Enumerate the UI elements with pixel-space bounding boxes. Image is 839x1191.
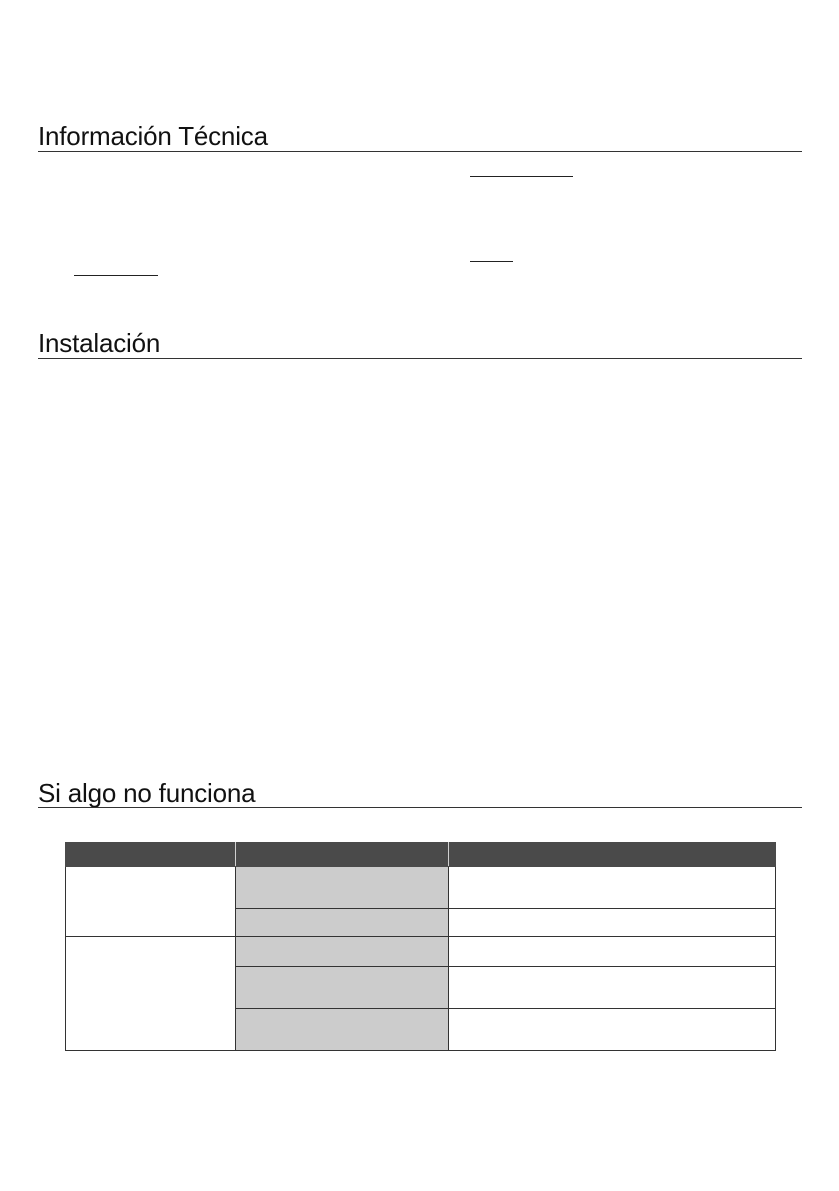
section-divider [38,151,802,152]
section-title-technical-info: Información Técnica [38,121,268,151]
table-header-cause [236,843,449,867]
section-divider [38,358,802,359]
section-title-troubleshooting: Si algo no funciona [38,778,256,808]
blank-line [470,261,513,262]
table-cell-solution [449,967,776,1009]
table-header-problem [66,843,236,867]
table-cell-problem [66,937,236,1051]
table-cell-cause [236,909,449,937]
table-cell-cause [236,867,449,909]
table-cell-cause [236,1009,449,1051]
table-header-solution [449,843,776,867]
table-row [66,937,776,967]
table-header-row [66,843,776,867]
table-row [66,867,776,909]
table-cell-solution [449,867,776,909]
table-cell-solution [449,909,776,937]
blank-line [470,176,573,177]
blank-line [74,275,158,276]
table-cell-cause [236,937,449,967]
table-cell-cause [236,967,449,1009]
section-title-installation: Instalación [38,328,161,358]
table-cell-solution [449,1009,776,1051]
section-divider [38,807,802,808]
table-cell-problem [66,867,236,937]
troubleshooting-table [65,842,776,1051]
table-cell-solution [449,937,776,967]
